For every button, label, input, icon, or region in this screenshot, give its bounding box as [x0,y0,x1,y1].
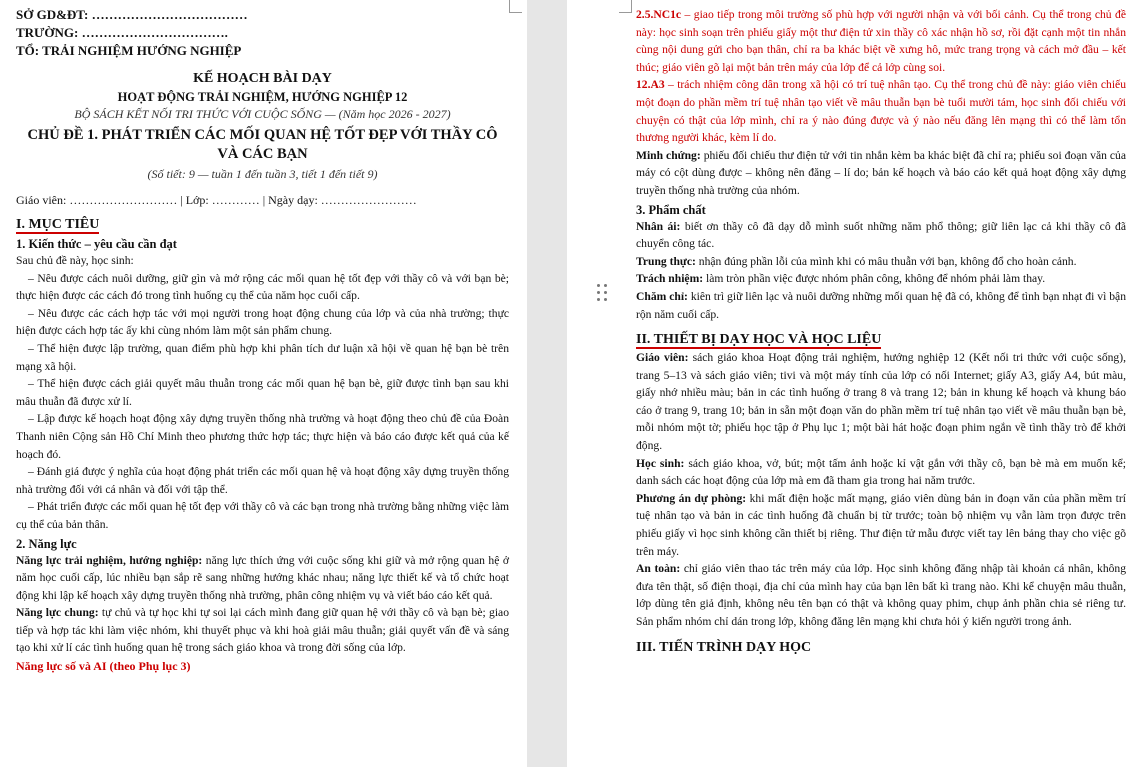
digital-ai-competency-heading: Năng lực số và AI (theo Phụ lục 3) [16,659,191,674]
header-group: TỔ: TRẢI NGHIỆM HƯỚNG NGHIỆP [16,43,242,58]
qualities-heading: 3. Phẩm chất [636,202,706,217]
section-equipment-heading: II. THIẾT BỊ DẠY HỌC VÀ HỌC LIỆU [636,332,882,348]
lesson-count: (Số tiết: 9 — tuần 1 đến tuần 3, tiết 1 đến tiết 9) [147,167,378,181]
objective-item: – Thể hiện được lập trường, quan điểm phù hợp khi phân tích dư luận xã hội về quan hệ bạn bè trên mạng xã hội. [16,341,509,373]
equipment-backup-plan: Phương án dự phòng: khi mất điện hoặc mất mạng, giáo viên dùng bản in đoạn văn của phần mềm trí tuệ nhân tạo và bản in các tình huống đã chuẩn bị từ trước; toàn bộ nhiệm vụ vẫn làm trọn được trên phiếu giấy vì học sinh không cần thiết bị riêng. Thư điện tử mẫu được viết tay lên bảng thay cho việc gõ trên máy. [636,491,1126,558]
objective-item: – Nêu được cách nuôi dưỡng, giữ gìn và mở rộng các mối quan hệ tốt đẹp với thầy cô và với bạn bè; thực hiện được các cách đó trong tình huống cụ thể của năm học cuối cấp. [16,271,509,303]
digital-competency-item: 2.5.NC1c – giao tiếp trong môi trường số phù hợp với người nhận và với bối cảnh. Cụ thể trong chủ đề này: học sinh soạn trên phiếu giấy một thư điện tử xin thầy cô xác nhận hồ sơ, rồi đặt cạnh một tin nhắn cùng nội dung gửi cho bạn thân, chỉ ra ba khác biệt về xưng hô, mức trang trọng và cách mở đầu – kết thúc; giáo viên gõ lại một bản trên máy của lớp để cả lớp cùng soi. [636,8,1126,74]
section-objectives-heading: I. MỤC TIÊU [16,217,100,232]
header-school: TRƯỜNG: ……………………………. [16,25,228,40]
page-gap [527,0,567,767]
knowledge-heading: 1. Kiến thức – yêu cầu cần đạt [16,237,177,251]
objective-item: – Phát triển được các mối quan hệ tốt đẹp với thầy cô và các bạn trong nhà trường bằng những việc làm cụ thể của bản thân. [16,500,509,531]
doc-title: KẾ HOẠCH BÀI DẠY [193,71,332,86]
header-department: SỞ GD&ĐT: ……………………………… [16,7,248,22]
drag-handle-icon[interactable] [596,284,610,304]
doc-series: BỘ SÁCH KẾT NỐI TRI THỨC VỚI CUỘC SỐNG — (Năm học 2026 - 2027) [74,107,451,121]
equipment-safety: An toàn: chỉ giáo viên thao tác trên máy của lớp. Học sinh không đăng nhập tài khoản cá nhân, không đưa tên thật, số điện thoại, địa chỉ của mình hay của bạn lên bất kì trang nào. Khi kể chuyện mâu thuẫn, lớp dùng tên giả định, không nêu tên bạn có thật và không quay phim, chụp ảnh phần chia sẻ riêng tư. Sản phẩm nhóm chỉ dán trong lớp, không đăng lên mạng khi chưa hỏi ý kiến người trong ảnh. [636,562,1127,628]
quality-item: Nhân ái: biết ơn thầy cô đã dạy dỗ mình suốt những năm phổ thông; giữ liên lạc cả khi thầy cô đã chuyển công tác. [636,219,1126,251]
objective-item: – Nêu được các cách hợp tác với mọi người trong hoạt động chung của lớp và của nhà trường; thực hiện được cách hợp tác ấy khi cùng nhóm làm một sản phẩm chung. [16,306,509,338]
ai-competency-item: 12.A3 – trách nhiệm công dân trong xã hội có trí tuệ nhân tạo. Cụ thể trong chủ đề này: giáo viên chiếu một đoạn do phần mềm trí tuệ nhân tạo viết về mâu thuẫn bạn bè tuổi mười tám, học sinh đối chiếu với chuyện có thật của lớp mình, chỉ ra ý nào đúng được và ý nào nếu đăng lên mạng thì có thể làm tổn thương người khác, kèm lí do. [636,78,1126,145]
section-procedure-heading: III. TIẾN TRÌNH DẠY HỌC [636,639,812,655]
competency-experience: Năng lực trải nghiệm, hướng nghiệp: năng lực thích ứng với cuộc sống khi giữ và mở rộng quan hệ ở năm học cuối cấp, lúc nhiều bạn sắp rẽ sang những hướng khác nhau; năng lực thiết kế và tổ chức hoạt động khi lập kế hoạch xây dựng truyền thống nhà trường, phân công nhiệm vụ và viết báo cáo kết quả. [16,553,510,602]
objective-item: – Thể hiện được cách giải quyết mâu thuẫn trong các mối quan hệ bạn bè, giữ được tình bạn sau khi mâu thuẫn đã được xử lí. [16,377,509,408]
competency-heading: 2. Năng lực [16,536,77,551]
competency-general: Năng lực chung: tự chủ và tự học khi tự soi lại cách mình đang giữ quan hệ với thầy cô và bạn bè; giao tiếp và hợp tác khi làm việc nhóm, khi thuyết phục và khi hoà giải mâu thuẫn; giải quyết vấn đề và sáng tạo khi xử lí các tình huống quan hệ trong sách giáo khoa và trong đời sống của lớp. [16,606,509,655]
teacher-class-date-line: Giáo viên: ……………………… | Lớp: ………… | Ngày dạy: …………………… [16,193,417,207]
document-page-right [567,0,1142,767]
equipment-student: Học sinh: sách giáo khoa, vở, bút; một tấm ảnh hoặc kỉ vật gắn với thầy cô, bạn bè mà em muốn kể; danh sách các hoạt động của lớp mà em đã tham gia trong hai năm trước. [636,456,1126,488]
crop-mark [509,0,522,13]
topic-title: CHỦ ĐỀ 1. PHÁT TRIỂN CÁC MỐI QUAN HỆ TỐT ĐẸP VỚI THẦY CÔ VÀ CÁC BẠN [27,127,498,162]
objectives-intro: Sau chủ đề này, học sinh: [16,254,134,267]
objective-item: – Lập được kế hoạch hoạt động xây dựng truyền thống nhà trường và hoạt động theo chủ đề của Đoàn Thanh niên Cộng sản Hồ Chí Minh theo phương thức hợp tác; thực hiện và báo cáo được kết quả của kế hoạch đó. [16,412,509,461]
objective-item: – Đánh giá được ý nghĩa của hoạt động phát triển các mối quan hệ và hoạt động xây dựng truyền thống nhà trường đối với cá nhân và đối với tập thể. [16,465,509,496]
document-page-left [0,0,527,767]
quality-item: Trách nhiệm: làm tròn phần việc được nhóm phân công, không để nhóm phải làm thay. [636,272,1046,286]
equipment-teacher: Giáo viên: sách giáo khoa Hoạt động trải nghiệm, hướng nghiệp 12 (Kết nối tri thức với cuộc sống), trang 5–13 và sách giáo viên; tivi và một máy tính của lớp có nối Internet; giấy A3, giấy A4, bút màu, giấy nhớ nhiều màu; bản in các tình huống ở trang 8 và trang 12; bản in khung kế hoạch và khung báo cáo ở trang 9, trang 10; bản in sẵn một đoạn văn do phần mềm trí tuệ nhân tạo viết về mâu thuẫn bạn bè, mỗi nhóm một tờ; phiếu học tập ở Phụ lục 1; một bài hát hoặc đoạn phim ngắn về tình thầy trò để khởi động. [636,351,1126,453]
crop-mark [619,0,632,13]
quality-item: Chăm chỉ: kiên trì giữ liên lạc và nuôi dưỡng những mối quan hệ đã có, không để tình bạn nhạt đi vì bận rộn năm cuối cấp. [636,289,1126,321]
doc-subtitle: HOẠT ĐỘNG TRẢI NGHIỆM, HƯỚNG NGHIỆP 12 [117,90,408,104]
quality-item: Trung thực: nhận đúng phần lỗi của mình khi có mâu thuẫn với bạn, không đổ cho hoàn cảnh. [636,254,1077,268]
evidence-paragraph: Minh chứng: phiếu đối chiếu thư điện tử với tin nhắn kèm ba khác biệt đã chỉ ra; phiếu soi đoạn văn của máy có cột dùng được – không nên đăng – lí do; bản kế hoạch và báo cáo kết quả hoạt động xây dựng truyền thống nhà trường của nhóm. [636,148,1126,197]
